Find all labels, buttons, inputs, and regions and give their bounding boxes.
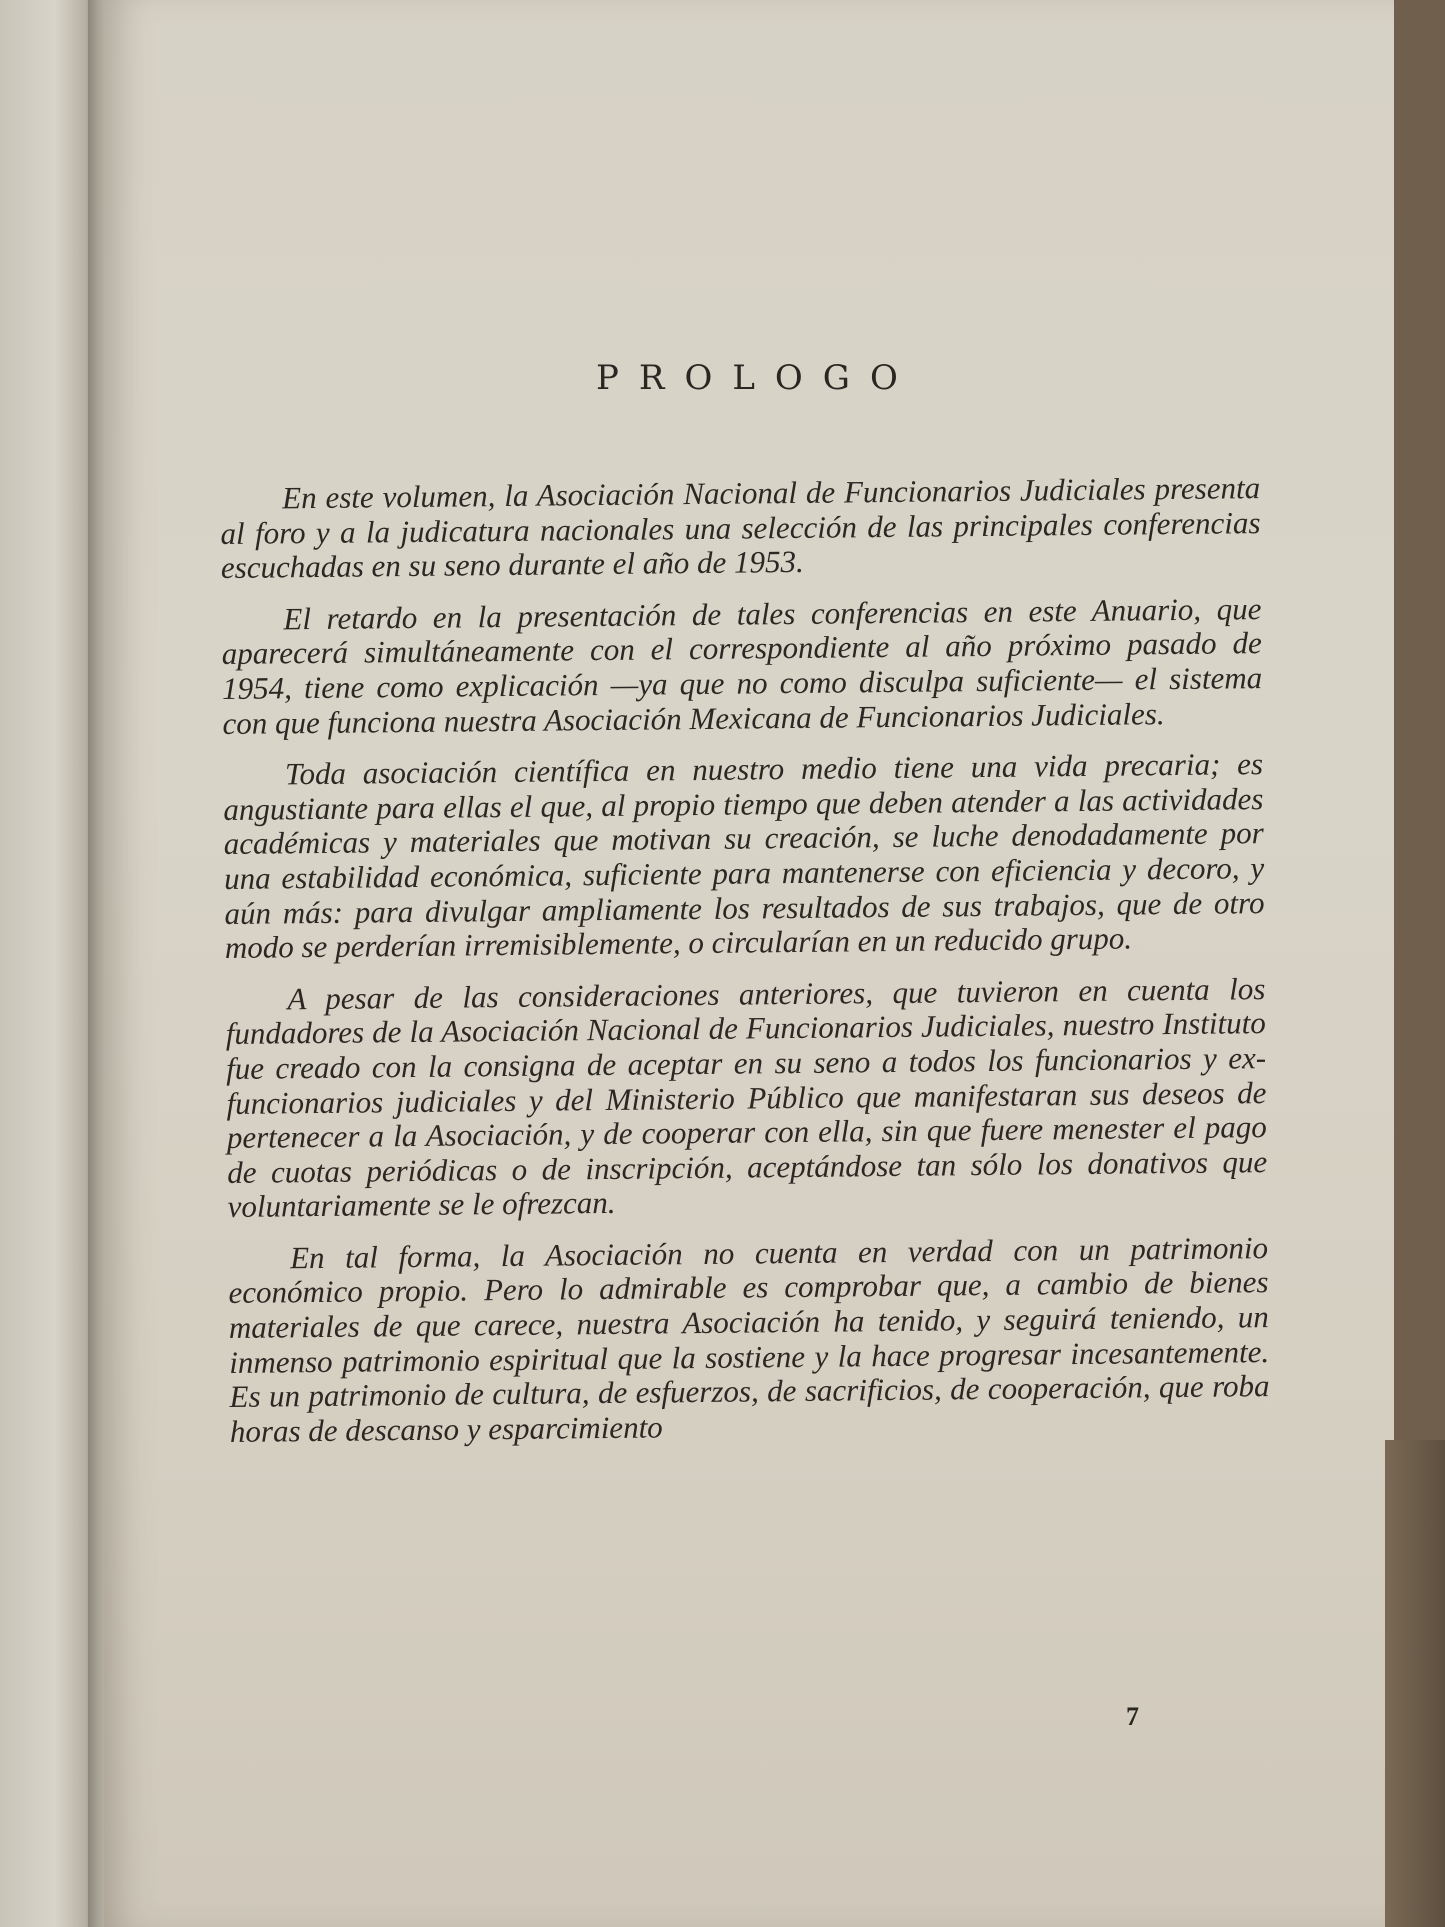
table-surface (1385, 1440, 1445, 1927)
page-title: PROLOGO (596, 358, 918, 398)
left-page-edge (0, 0, 100, 1927)
paragraph: En este volumen, la Asociación Nacional de Funcionarios Judiciales presenta al foro y a la judicatura nacionales una selección de las principales conferencias escuchadas en su seno durante el año de 1953. (220, 470, 1261, 586)
paragraph: A pesar de las consideraciones anteriores, que tuvieron en cuenta los fundadores de la Asociación Nacional de Funcionarios Judiciales, nuestro Instituto fue creado con la consigna de aceptar en su seno a todos los funcionarios y ex-funcionarios judiciales y del Ministerio Público que manifestaran sus deseos de pertenecer a la Asociación, y de cooperar con ella, sin que fuere menester el pago de cuotas periódicas o de inscripción, aceptándose tan sólo los donativos que voluntariamente se le ofrezcan. (225, 970, 1268, 1225)
prologue-body (220, 471, 1270, 1466)
page-number: 7 (1126, 1702, 1139, 1731)
paragraph: Toda asociación científica en nuestro medio tiene una vida precaria; es angustiante para ellas el que, al propio tiempo que deben atender a las actividades académicas y materiales que motivan su creación, se luche denodadamente por una estabilidad económica, suficiente para mantenerse con eficiencia y decoro, y aún más: para divulgar ampliamente los resultados de sus trabajos, que de otro modo se perderían irremisiblemente, o circularían en un reducido grupo. (223, 746, 1265, 966)
paragraph: En tal forma, la Asociación no cuenta en verdad con un patrimonio económico propio. Pero lo admirable es comprobar que, a cambio de bienes materiales de que carece, nuestra Asociación ha tenido, y seguirá teniendo, un inmenso patrimonio espiritual que la sostiene y la hace progresar incesantemente. Es un patrimonio de cultura, de esfuerzos, de sacrificios, de cooperación, que roba horas de descanso y esparcimiento (228, 1229, 1270, 1449)
paragraph: El retardo en la presentación de tales conferencias en este Anuario, que aparecerá simultáneamente con el correspondiente al año próximo pasado de 1954, tiene como explicación —ya que no como disculpa suficiente— el sistema con que funciona nuestra Asociación Mexicana de Funcionarios Judiciales. (221, 590, 1263, 741)
